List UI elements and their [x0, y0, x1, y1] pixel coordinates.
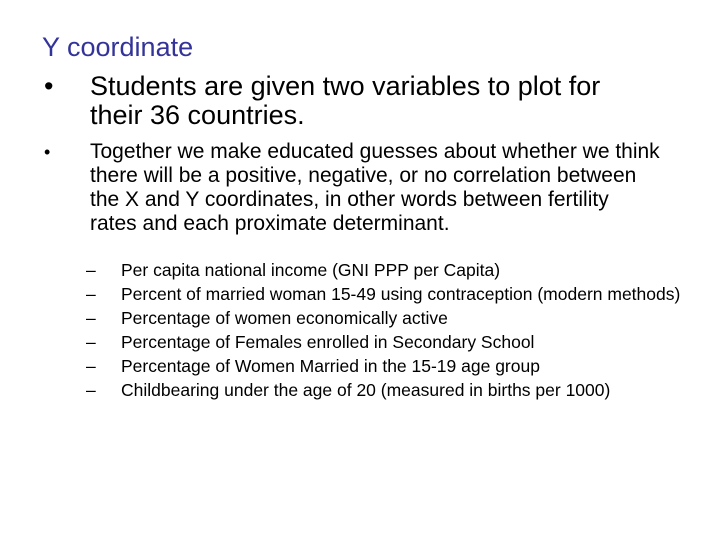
dash-icon: – [86, 308, 96, 328]
dash-icon: – [86, 284, 96, 304]
dash-icon: – [86, 332, 96, 352]
sub-bullet-item [86, 260, 686, 280]
sub-bullet-item [86, 332, 686, 352]
bullet-text: Students are given two variables to plot for their 36 countries. [90, 71, 601, 130]
sub-bullet-item [86, 308, 686, 328]
bullet-item [42, 140, 660, 236]
bullet-text: Together we make educated guesses about whether we think there will be a positive, negative, or no correlation between the X and Y coordinates, in other words between fertility rates and each proximate determinant. [90, 140, 660, 235]
sub-bullet-list [86, 260, 686, 404]
slide-title: Y coordinate [42, 32, 194, 62]
dash-icon: – [86, 356, 96, 376]
sub-bullet-text: Percentage of women economically active [121, 308, 448, 328]
dash-icon: – [86, 260, 96, 280]
sub-bullet-item [86, 380, 686, 400]
sub-bullet-text: Percentage of Women Married in the 15-19 age group [121, 356, 540, 376]
bullet-icon: • [44, 142, 51, 162]
bullet-item [42, 72, 660, 130]
bullet-icon: • [44, 71, 54, 101]
sub-bullet-item [86, 356, 686, 376]
sub-bullet-text: Percent of married woman 15-49 using contraception (modern methods) [121, 284, 681, 304]
sub-bullet-text: Percentage of Females enrolled in Secondary School [121, 332, 535, 352]
sub-bullet-text: Childbearing under the age of 20 (measured in births per 1000) [121, 380, 611, 400]
dash-icon: – [86, 380, 96, 400]
sub-bullet-item [86, 284, 686, 304]
sub-bullet-text: Per capita national income (GNI PPP per Capita) [121, 260, 501, 280]
